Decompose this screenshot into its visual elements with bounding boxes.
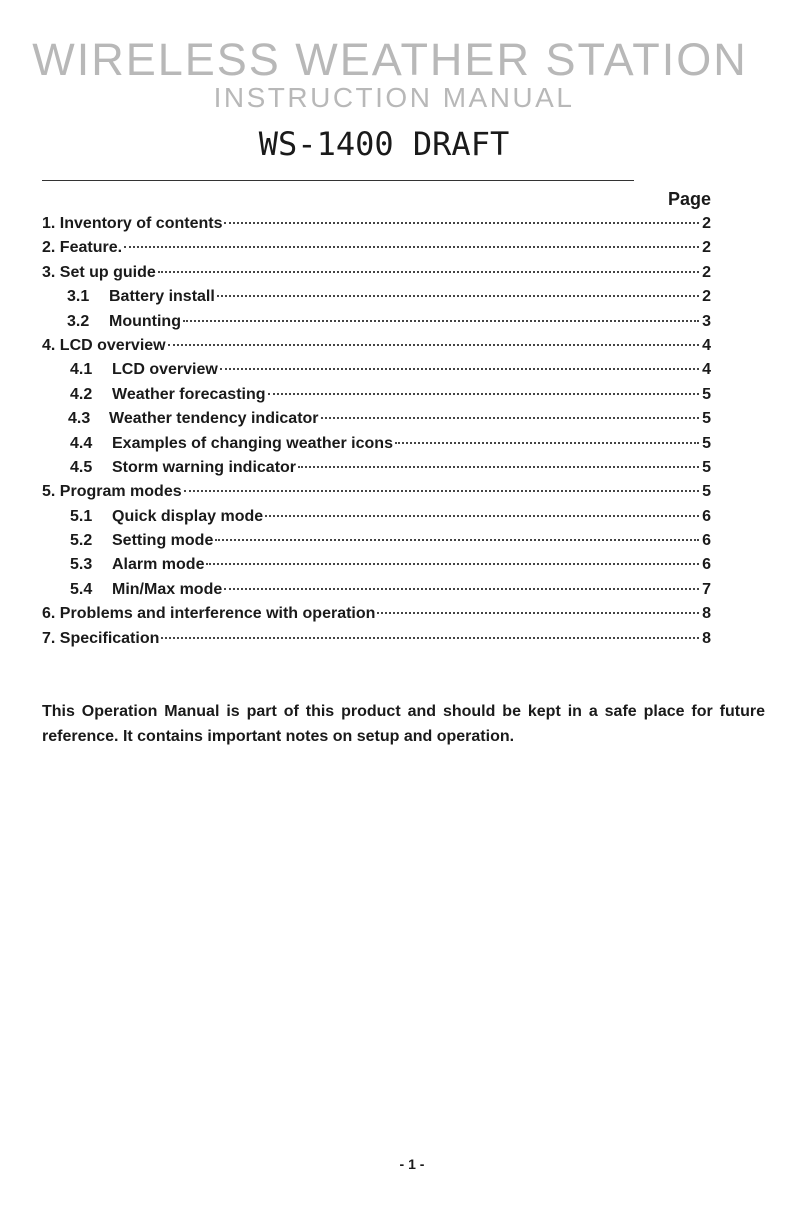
toc-entry-number: 4.2 (70, 385, 93, 403)
toc-entry-label: Specification (59, 629, 160, 647)
toc-leader-dots (395, 442, 699, 444)
toc-entry-label: Set up guide (59, 263, 156, 281)
toc-entry[interactable] (42, 627, 711, 651)
toc-entry-label: Program modes (59, 483, 182, 501)
toc-entry-page: 5 (702, 483, 711, 501)
toc-entry-label: Min/Max mode (112, 580, 223, 598)
toc-entry-page: 2 (702, 288, 711, 306)
toc-leader-dots (268, 393, 699, 395)
toc-leader-dots (321, 417, 699, 419)
toc-entry-number: 6. (42, 605, 56, 623)
toc-leader-dots (168, 344, 699, 346)
document-title: WIRELESS WEATHER STATION (32, 34, 748, 85)
toc-entry-number: 1. (42, 215, 56, 232)
toc-entry[interactable] (42, 212, 711, 236)
toc-leader-dots (161, 637, 699, 639)
page-number: - 1 - (399, 1156, 425, 1172)
toc-subentry[interactable] (42, 505, 711, 529)
toc-entry-page: 8 (702, 629, 711, 647)
toc-entry-number: 5. (42, 483, 56, 501)
toc-entry-page: 8 (702, 605, 711, 623)
toc-entry-page: 2 (702, 239, 711, 257)
toc-entry-number: 3.2 (67, 312, 90, 330)
toc-entry-number: 5.3 (70, 556, 93, 574)
toc-entry-number: 4.3 (68, 410, 91, 428)
toc-leader-dots (217, 295, 699, 297)
toc-leader-dots (183, 320, 699, 322)
toc-entry-number: 2. (42, 239, 56, 257)
table-of-contents (42, 212, 711, 651)
toc-entry-label: Feature. (59, 239, 123, 257)
toc-leader-dots (377, 612, 699, 614)
toc-entry-label: Inventory of contents (59, 215, 223, 232)
toc-entry[interactable] (42, 261, 711, 285)
toc-leader-dots (298, 466, 699, 468)
toc-entry-label: Alarm mode (112, 556, 205, 574)
toc-entry-label: Problems and interference with operation (59, 605, 376, 623)
toc-subentry[interactable] (42, 407, 711, 431)
toc-leader-dots (224, 222, 699, 224)
toc-entry-page: 4 (702, 361, 711, 379)
toc-leader-dots (220, 368, 699, 370)
toc-entry[interactable] (42, 480, 711, 504)
toc-subentry[interactable] (42, 310, 711, 334)
toc-subentry[interactable] (42, 578, 711, 602)
toc-subentry[interactable] (42, 358, 711, 382)
toc-entry-page: 6 (702, 556, 711, 574)
toc-entry-number: 3.1 (67, 288, 90, 306)
toc-entry-label: Storm warning indicator (112, 458, 297, 476)
toc-subentry[interactable] (42, 553, 711, 577)
toc-leader-dots (215, 539, 699, 541)
toc-entry-label: Weather tendency indicator (109, 410, 319, 428)
toc-entry-page: 2 (702, 263, 711, 281)
toc-entry-page: 3 (702, 312, 711, 330)
toc-entry-number: 5.1 (70, 507, 93, 525)
toc-entry-page: 6 (702, 507, 711, 525)
toc-leader-dots (206, 563, 699, 565)
toc-entry-number: 7. (42, 629, 56, 647)
toc-subentry[interactable] (42, 529, 711, 553)
toc-entry-label: Weather forecasting (112, 385, 266, 403)
toc-entry-page: 7 (702, 580, 711, 598)
operation-manual-note: This Operation Manual is part of this product and should be kept in a safe place for future reference. It contains important notes on setup and operation. (42, 703, 765, 745)
toc-entry-page: 5 (702, 385, 711, 403)
toc-entry-page: 5 (702, 434, 711, 452)
toc-entry-page: 5 (702, 410, 711, 428)
toc-entry-number: 4. (42, 336, 56, 354)
toc-entry-number: 4.1 (70, 361, 93, 379)
toc-leader-dots (224, 588, 699, 590)
toc-subentry[interactable] (42, 432, 711, 456)
toc-page-heading: Page (667, 189, 711, 209)
toc-subentry[interactable] (42, 456, 711, 480)
toc-leader-dots (158, 271, 699, 273)
model-number: WS-1400 DRAFT (258, 125, 510, 163)
toc-entry-label: Mounting (109, 312, 181, 330)
toc-entry-number: 3. (42, 263, 56, 281)
toc-entry[interactable] (42, 602, 711, 626)
toc-leader-dots (265, 515, 699, 517)
toc-entry-label: Examples of changing weather icons (112, 434, 393, 452)
toc-entry-label: LCD overview (112, 361, 218, 379)
toc-entry-number: 5.2 (70, 532, 93, 550)
document-subtitle: INSTRUCTION MANUAL (213, 82, 575, 113)
toc-subentry[interactable] (42, 285, 711, 309)
toc-leader-dots (184, 490, 699, 492)
toc-entry-label: LCD overview (59, 336, 166, 354)
toc-entry-label: Battery install (109, 288, 215, 306)
header-divider (42, 180, 634, 181)
toc-entry-page: 5 (702, 458, 711, 476)
toc-entry[interactable] (42, 236, 711, 260)
toc-entry-number: 4.5 (70, 458, 93, 476)
toc-entry-page: 4 (702, 336, 711, 354)
toc-subentry[interactable] (42, 383, 711, 407)
toc-entry-label: Setting mode (112, 532, 214, 550)
toc-entry-page: 6 (702, 532, 711, 550)
toc-leader-dots (124, 246, 699, 248)
toc-entry-label: Quick display mode (112, 507, 264, 525)
toc-entry-page: 2 (702, 215, 711, 232)
toc-entry[interactable] (42, 334, 711, 358)
toc-entry-number: 4.4 (70, 434, 93, 452)
toc-entry-number: 5.4 (70, 580, 93, 598)
